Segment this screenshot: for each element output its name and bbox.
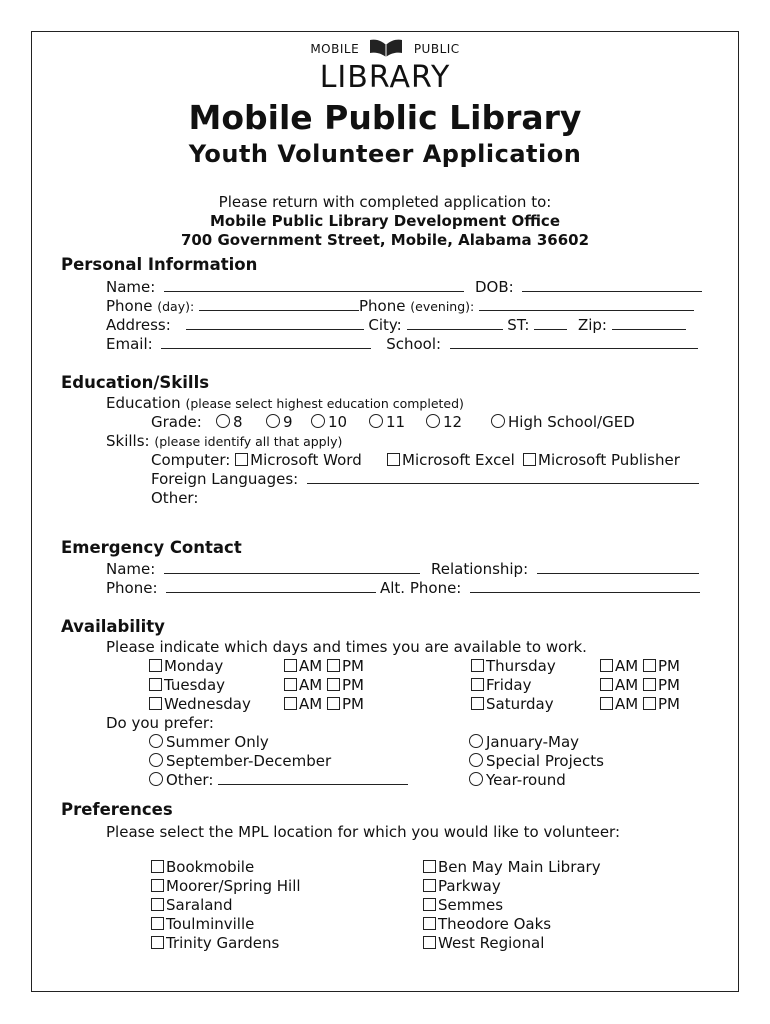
computer-label: Computer: [151, 451, 231, 469]
education-heading: Education/Skills [61, 373, 210, 392]
friday-times: AM PM [600, 676, 680, 694]
address-row [106, 316, 686, 334]
day-thursday[interactable]: Thursday [471, 657, 556, 675]
checkbox-icon[interactable] [423, 860, 436, 873]
radio-icon[interactable] [369, 414, 383, 428]
email-row [106, 335, 698, 353]
checkbox-icon[interactable] [327, 659, 340, 672]
relationship-row [431, 560, 699, 578]
wednesday-times: AM PM [284, 695, 364, 713]
day-wednesday[interactable]: Wednesday [149, 695, 251, 713]
checkbox-publisher[interactable]: Microsoft Publisher [523, 451, 680, 469]
checkbox-icon[interactable] [235, 453, 248, 466]
open-book-icon [369, 37, 403, 62]
page-subtitle: Youth Volunteer Application [188, 140, 582, 168]
checkbox-icon[interactable] [471, 697, 484, 710]
return-line-2: Mobile Public Library Development Office [210, 212, 560, 230]
checkbox-icon[interactable] [151, 898, 164, 911]
foreign-label: Foreign Languages: [151, 470, 299, 488]
availability-intro: Please indicate which days and times you are available to work. [106, 638, 587, 656]
radio-icon[interactable] [149, 772, 163, 786]
pref-summer[interactable]: Summer Only [149, 733, 269, 751]
email-label: Email: [106, 335, 153, 353]
day-tuesday[interactable]: Tuesday [149, 676, 225, 694]
emergency-heading: Emergency Contact [61, 538, 242, 557]
checkbox-icon[interactable] [327, 697, 340, 710]
loc-bookmobile[interactable]: Bookmobile [151, 858, 254, 876]
name-label: Name: [106, 278, 156, 296]
day-monday[interactable]: Monday [149, 657, 223, 675]
dob-row [475, 278, 702, 296]
checkbox-icon[interactable] [643, 659, 656, 672]
radio-icon[interactable] [149, 734, 163, 748]
address-field[interactable] [186, 316, 364, 330]
logo-library: LIBRARY [319, 60, 451, 95]
radio-icon[interactable] [469, 772, 483, 786]
return-line-3: 700 Government Street, Mobile, Alabama 36602 [180, 231, 590, 249]
checkbox-icon[interactable] [284, 678, 297, 691]
grade-option-11[interactable]: 11 [369, 413, 405, 431]
saturday-times: AM PM [600, 695, 680, 713]
checkbox-icon[interactable] [387, 453, 400, 466]
checkbox-icon[interactable] [151, 879, 164, 892]
grade-option-ged[interactable]: High School/GED [491, 413, 635, 431]
checkbox-word[interactable]: Microsoft Word [235, 451, 362, 469]
personal-heading: Personal Information [61, 255, 258, 274]
education-row [106, 394, 464, 412]
pref-other-field[interactable] [218, 771, 408, 785]
grade-option-12[interactable]: 12 [426, 413, 462, 431]
alt-phone-label: Alt. Phone: [380, 579, 462, 597]
checkbox-icon[interactable] [643, 678, 656, 691]
tuesday-times: AM PM [284, 676, 364, 694]
grade-option-8[interactable]: 8 [216, 413, 243, 431]
preferences-intro: Please select the MPL location for which you would like to volunteer: [106, 823, 620, 841]
grade-option-10[interactable]: 10 [311, 413, 347, 431]
loc-semmes[interactable]: Semmes [423, 896, 503, 914]
checkbox-icon[interactable] [423, 879, 436, 892]
emergency-name-row [106, 560, 420, 578]
zip-label: Zip: [577, 316, 607, 334]
relationship-field[interactable] [537, 560, 699, 574]
education-note: (please select highest education completed) [185, 396, 464, 411]
checkbox-icon[interactable] [423, 898, 436, 911]
phone-row [106, 297, 694, 315]
emergency-phone-row [106, 579, 376, 597]
foreign-row [151, 470, 699, 488]
phone-evening-note: (evening): [410, 299, 475, 314]
address-label: Address: [106, 316, 171, 334]
skills-other-label: Other: [151, 489, 199, 507]
loc-trinity[interactable]: Trinity Gardens [151, 934, 279, 952]
zip-field[interactable] [612, 316, 686, 330]
phone-day-label: Phone [106, 297, 153, 315]
checkbox-icon[interactable] [284, 659, 297, 672]
emergency-phone-label: Phone: [106, 579, 158, 597]
radio-icon[interactable] [426, 414, 440, 428]
checkbox-icon[interactable] [151, 936, 164, 949]
name-row [106, 278, 464, 296]
logo-word-right: PUBLIC [413, 42, 460, 56]
loc-moorer[interactable]: Moorer/Spring Hill [151, 877, 301, 895]
radio-icon[interactable] [149, 753, 163, 767]
loc-toulminville[interactable]: Toulminville [151, 915, 254, 933]
radio-icon[interactable] [469, 753, 483, 767]
phone-day-field[interactable] [199, 297, 359, 311]
checkbox-icon[interactable] [149, 697, 162, 710]
checkbox-icon[interactable] [471, 678, 484, 691]
school-label: School: [386, 335, 442, 353]
education-label: Education [106, 394, 181, 412]
loc-theodore[interactable]: Theodore Oaks [423, 915, 551, 933]
form-border [31, 31, 739, 992]
page-title: Mobile Public Library [188, 98, 582, 137]
emergency-name-field[interactable] [164, 560, 420, 574]
skills-note: (please identify all that apply) [154, 434, 343, 449]
loc-west-regional[interactable]: West Regional [423, 934, 544, 952]
logo [0, 37, 770, 62]
radio-icon[interactable] [311, 414, 325, 428]
foreign-field[interactable] [307, 470, 699, 484]
checkbox-icon[interactable] [151, 860, 164, 873]
grade-label: Grade: [151, 413, 202, 431]
preferences-heading: Preferences [61, 800, 173, 819]
checkbox-icon[interactable] [423, 936, 436, 949]
checkbox-icon[interactable] [471, 659, 484, 672]
checkbox-icon[interactable] [423, 917, 436, 930]
relationship-label: Relationship: [431, 560, 529, 578]
checkbox-excel[interactable]: Microsoft Excel [387, 451, 515, 469]
day-friday[interactable]: Friday [471, 676, 531, 694]
loc-parkway[interactable]: Parkway [423, 877, 501, 895]
emergency-phone-field[interactable] [166, 579, 376, 593]
checkbox-icon[interactable] [600, 659, 613, 672]
prefer-label: Do you prefer: [106, 714, 214, 732]
grade-option-9[interactable]: 9 [266, 413, 293, 431]
skills-label: Skills: [106, 432, 150, 450]
phone-evening-field[interactable] [479, 297, 694, 311]
st-field[interactable] [534, 316, 567, 330]
checkbox-icon[interactable] [643, 697, 656, 710]
city-field[interactable] [407, 316, 503, 330]
school-field[interactable] [450, 335, 698, 349]
checkbox-icon[interactable] [151, 917, 164, 930]
monday-times: AM PM [284, 657, 364, 675]
city-label: City: [368, 316, 402, 334]
alt-phone-row [380, 579, 700, 597]
logo-word-left: MOBILE [310, 42, 360, 56]
pref-special[interactable]: Special Projects [469, 752, 604, 770]
radio-icon[interactable] [266, 414, 280, 428]
st-label: ST: [507, 316, 530, 334]
emergency-name-label: Name: [106, 560, 156, 578]
checkbox-icon[interactable] [284, 697, 297, 710]
alt-phone-field[interactable] [470, 579, 700, 593]
skills-row [106, 432, 342, 450]
return-line-1: Please return with completed application to: [218, 193, 552, 211]
pref-other[interactable]: Other: [149, 771, 408, 789]
name-field[interactable] [164, 278, 464, 292]
pref-jan-may[interactable]: January-May [469, 733, 579, 751]
availability-heading: Availability [61, 617, 165, 636]
thursday-times: AM PM [600, 657, 680, 675]
checkbox-icon[interactable] [600, 697, 613, 710]
phone-evening-label: Phone [359, 297, 406, 315]
loc-saraland[interactable]: Saraland [151, 896, 232, 914]
checkbox-icon[interactable] [523, 453, 536, 466]
radio-icon[interactable] [491, 414, 505, 428]
checkbox-icon[interactable] [149, 659, 162, 672]
email-field[interactable] [161, 335, 371, 349]
dob-label: DOB: [475, 278, 514, 296]
pref-sep-dec[interactable]: September-December [149, 752, 331, 770]
pref-year-round[interactable]: Year-round [469, 771, 566, 789]
computer-row [151, 451, 362, 469]
checkbox-icon[interactable] [327, 678, 340, 691]
day-saturday[interactable]: Saturday [471, 695, 554, 713]
checkbox-icon[interactable] [149, 678, 162, 691]
radio-icon[interactable] [469, 734, 483, 748]
checkbox-icon[interactable] [600, 678, 613, 691]
phone-day-note: (day): [157, 299, 195, 314]
radio-icon[interactable] [216, 414, 230, 428]
dob-field[interactable] [522, 278, 702, 292]
loc-ben-may[interactable]: Ben May Main Library [423, 858, 601, 876]
